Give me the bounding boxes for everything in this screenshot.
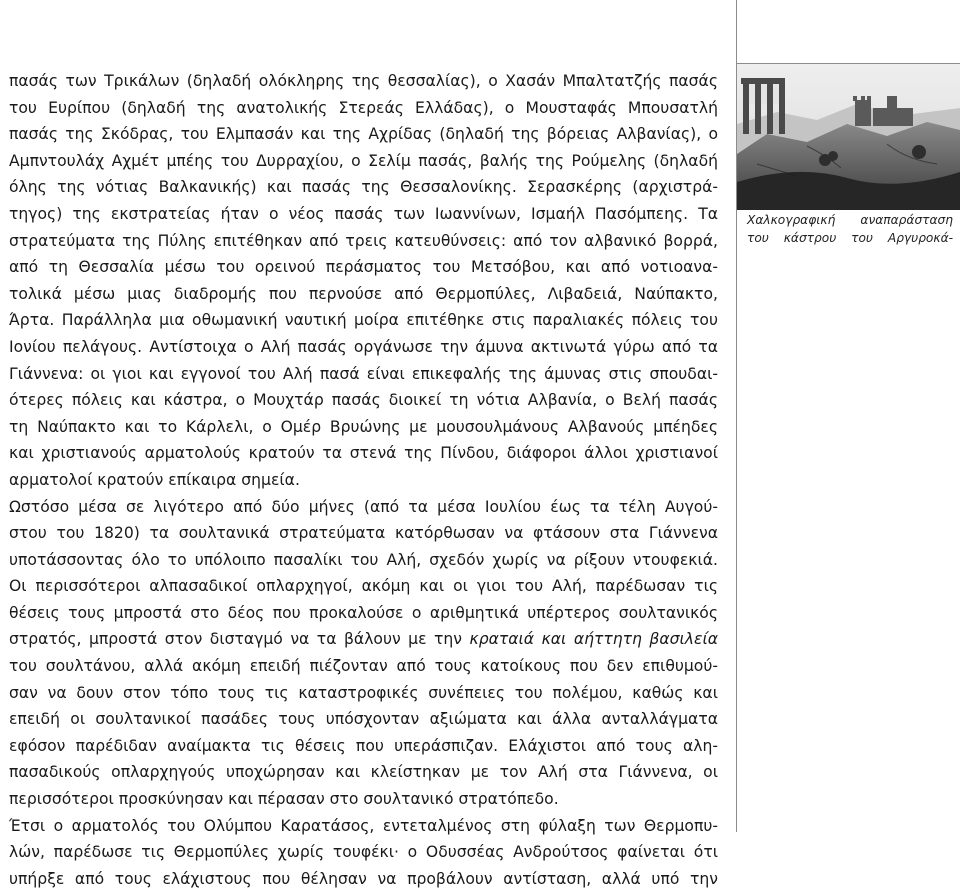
text-line: του σουλτάνου, αλλά ακόμη επειδή πιέζονταν από τους κατοίκους που δεν επιθυμού- — [9, 657, 718, 676]
caption-line: Χαλκογραφική αναπαράσταση — [747, 213, 953, 227]
text-line: υπήρξε από τους ελάχιστους που θέλησαν να προβάλουν αντίσταση, αλλά υπό την — [9, 869, 718, 888]
text-line: και χριστιανούς αρματολούς κρατούν τα στενά της Πίνδου, διάφοροι άλλοι χριστιανοί — [9, 444, 718, 463]
text-line: στρατεύματα της Πύλης επιτέθηκαν από τρεις κατευθύνσεις: από τον αλβανικό βορρά, — [9, 231, 718, 250]
text-line: Ωστόσο μέσα σε λιγότερο από δύο μήνες (από τα μέσα Ιουλίου έως τα τέλη Αυγού- — [9, 497, 718, 516]
text-line: τηγος) της εκστρατείας ήταν ο νέος πασάς των Ιωαννίνων, Ισμαήλ Πασόμπεης. Τα — [9, 204, 718, 223]
text-line: τη Ναύπακτο και το Κάρλελι, ο Ομέρ Βρυώνης με μουσουλμάνους Αλβανούς μπέηδες — [9, 417, 718, 436]
text-line: Άρτα. Παράλληλα μια οθωμανική ναυτική μοίρα επιτέθηκε στις παραλιακές πόλεις του — [9, 311, 718, 330]
text-line: τολικά μέσω μιας διαδρομής που περνούσε από Θερμοπύλες, Λιβαδειά, Ναύπακτο, — [9, 284, 718, 303]
text-line: στου του 1820) τα σουλτανικά στρατεύματα κατόρθωσαν να φτάσουν στα Γιάννενα — [9, 524, 718, 543]
text-line: Ιονίου πελάγους. Αντίστοιχα ο Αλή πασάς οργάνωσε την άμυνα ακτινωτά γύρω από τα — [9, 337, 718, 356]
text-fragment: στρατός, μπροστά στον δισταγμό να τα βάλουν με την — [9, 630, 470, 649]
text-line: πασαδικούς οπλαρχηγούς υποχώρησαν και κλείστηκαν με τον Αλή στα Γιάννενα, οι — [9, 763, 718, 782]
figure-caption — [747, 211, 953, 247]
text-line: Αμπντουλάχ Αχμέτ μπέης του Δυρραχίου, ο Σελίμ πασάς, βαλής της Ρούμελης (δηλαδή — [9, 151, 718, 170]
text-line: ότερες πόλεις και κάστρα, ο Μουχτάρ πασάς διοικεί τη νότια Αλβανία, ο Βελή πασάς — [9, 391, 718, 410]
text-line: πασάς των Τρικάλων (δηλαδή ολόκληρης της θεσσαλίας), ο Χασάν Μπαλτατζής πασάς — [9, 72, 718, 90]
text-line: λών, παρέδωσε τις Θερμοπύλες χωρίς τουφέκι· ο Οδυσσέας Ανδρούτσος φαίνεται ότι — [9, 843, 718, 862]
text-line: πασάς της Σκόδρας, του Ελμπασάν και της Αχρίδας (δηλαδή της βόρειας Αλβανίας), ο — [9, 125, 718, 144]
text-line: όλης της νότιας Βαλκανικής) και πασάς της Θεσσαλονίκης. Σερασκέρης (αρχιστρά- — [9, 178, 718, 197]
text-line: Γιάννενα: οι γιοι και εγγονοί του Αλή πασά είναι επικεφαλής της άμυνας στις σπουδαι- — [9, 364, 718, 383]
caption-line: του κάστρου του Αργυροκά- — [747, 231, 953, 245]
text-line: περισσότεροι προσκύνησαν και πέρασαν στο σουλτανικό στρατόπεδο. — [9, 790, 559, 809]
text-line: Έτσι ο αρματολός του Ολύμπου Καρατάσος, εντεταλμένος στη φύλαξη των Θερμοπυ- — [9, 816, 718, 835]
text-line: σαν να δουν στον τόπο τους τις καταστροφικές συνέπειες του πολέμου, καθώς και — [9, 683, 718, 702]
text-line: του Ευρίπου (δηλαδή της ανατολικής Στερεάς Ελλάδας), ο Μουσταφάς Μπουσατλή — [9, 98, 718, 117]
italic-phrase: κραταιά και αήττητη βασιλεία — [469, 630, 718, 649]
text-line: υποτάσσοντας όλο το υπόλοιπο πασαλίκι του Αλή, σχεδόν χωρίς να ρίξουν ντουφεκιά. — [9, 550, 718, 569]
text-line: επειδή οι σουλτανικοί πασάδες τους υπόσχονταν αξιώματα και άλλα ανταλλάγματα — [9, 710, 718, 729]
castle-engraving-image — [737, 64, 960, 210]
text-line: εφόσον παρέδιδαν αναίμακτα τις θέσεις που υπεράσπιζαν. Ελάχιστοι από τους αλη- — [9, 736, 718, 755]
text-line: Οι περισσότεροι αλπασαδικοί οπλαρχηγοί, ακόμη και οι γιοι του Αλή, παρέδωσαν τις — [9, 577, 718, 596]
text-line: αρματολοί κρατούν επίκαιρα σημεία. — [9, 470, 300, 489]
text-line: από τη Θεσσαλία μέσω του ορεινού περάσματος του Μετσόβου, και από νοτιοανα- — [9, 258, 718, 277]
main-text-column — [9, 68, 718, 892]
text-line — [9, 626, 718, 653]
text-line: θέσεις τους μπροστά στο δέος που προκαλούσε ο αριθμητικά υπέρτερος σουλτανικός — [9, 603, 718, 622]
